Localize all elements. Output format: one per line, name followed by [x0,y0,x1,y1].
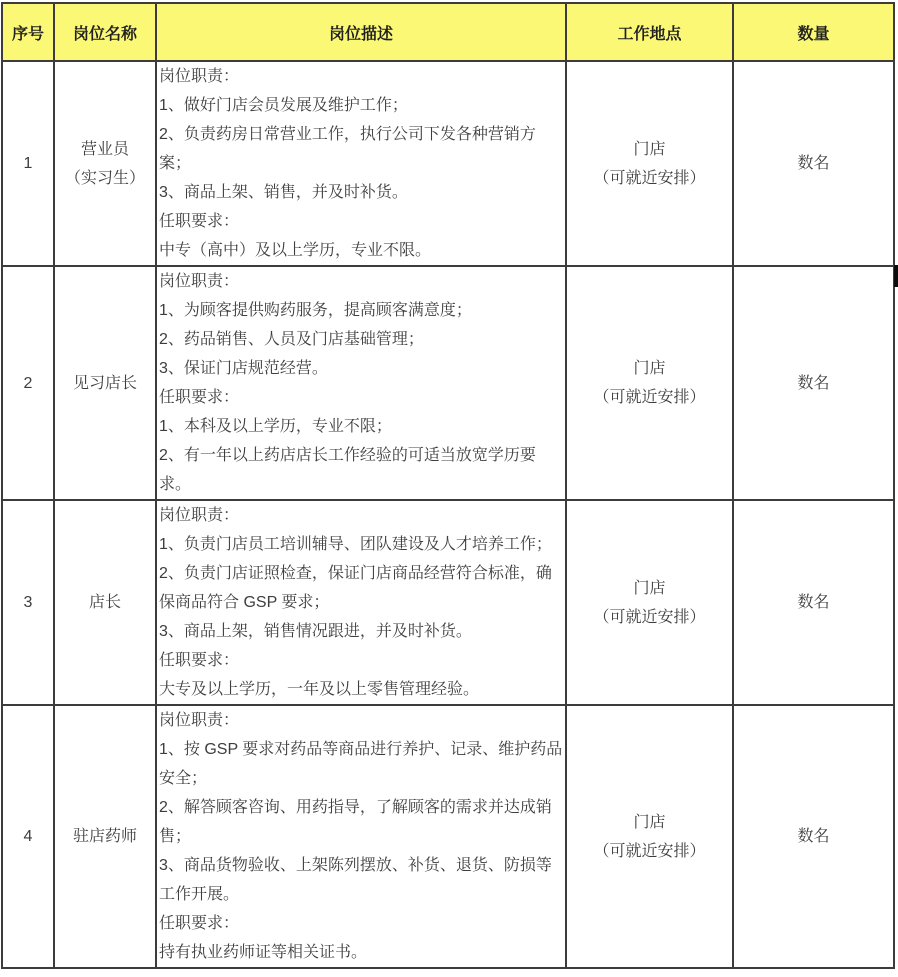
cell-location [566,266,733,500]
cell-position-name [54,500,156,705]
cell-index: 2 [2,266,54,500]
table-body [2,61,894,968]
table-row [2,61,894,266]
right-edge-scrollbar-artifact [894,265,898,287]
text-line: 3、商品上架，销售情况跟进，并及时补货。 [159,623,472,640]
text-line: 营业员 [80,140,129,158]
text-line: 岗位职责： [159,68,240,85]
text-line: 3、保证门店规范经营。 [159,360,328,377]
cell-description [156,500,566,705]
text-line: 门店 [633,360,666,377]
text-line: 岗位职责： [159,712,240,729]
text-line: 1、本科及以上学历，专业不限； [159,418,392,435]
text-line: （实习生） [64,169,145,187]
cell-location [566,61,733,266]
job-positions-table [1,2,895,969]
text-line: 持有执业药师证等相关证书。 [159,944,368,961]
cell-count: 数名 [733,705,894,968]
text-line: （可就近安排） [593,608,706,626]
text-line: 门店 [633,813,666,831]
cell-position-name [54,61,156,266]
text-line: 门店 [633,579,666,597]
text-line: 岗位职责： [159,273,240,290]
text-line: 1、为顾客提供购药服务，提高顾客满意度； [159,302,472,319]
text-line: 任职要求： [159,389,240,406]
header-cell-count: 数量 [733,3,894,61]
text-line: 中专（高中）及以上学历，专业不限。 [159,242,432,259]
table-row [2,500,894,705]
cell-position-name [54,705,156,968]
text-line: 2、负责药房日常营业工作，执行公司下发各种营销方案； [159,126,536,172]
header-row [2,3,894,61]
text-line: 1、做好门店会员发展及维护工作； [159,97,408,114]
text-line: 大专及以上学历，一年及以上零售管理经验。 [159,681,480,698]
text-line: （可就近安排） [593,842,706,860]
text-line: 2、有一年以上药店店长工作经验的可适当放宽学历要求。 [159,447,536,493]
header-cell-description: 岗位描述 [156,3,566,61]
cell-count: 数名 [733,266,894,500]
cell-location [566,705,733,968]
text-line: 任职要求： [159,915,240,932]
cell-description [156,705,566,968]
text-line: 店长 [88,594,121,611]
cell-location [566,500,733,705]
text-line: （可就近安排） [593,389,706,406]
cell-count: 数名 [733,500,894,705]
cell-position-name [54,266,156,500]
text-line: 2、药品销售、人员及门店基础管理； [159,331,424,348]
text-line: 1、按 GSP 要求对药品等商品进行养护、记录、维护药品安全； [159,741,563,787]
text-line: （可就近安排） [593,169,706,187]
cell-description [156,61,566,266]
cell-index: 1 [2,61,54,266]
cell-index: 3 [2,500,54,705]
text-line: 见习店长 [72,374,137,392]
text-line: 任职要求： [159,652,240,669]
table-row [2,705,894,968]
text-line: 门店 [633,140,666,158]
header-cell-location: 工作地点 [566,3,733,61]
text-line: 3、商品货物验收、上架陈列摆放、补货、退货、防损等工作开展。 [159,857,552,903]
cell-index: 4 [2,705,54,968]
text-line: 任职要求： [159,213,240,230]
text-line: 1、负责门店员工培训辅导、团队建设及人才培养工作； [159,536,552,553]
cell-description [156,266,566,500]
text-line: 驻店药师 [72,828,137,845]
text-line: 2、解答顾客咨询、用药指导，了解顾客的需求并达成销售； [159,799,552,845]
header-cell-index: 序号 [2,3,54,61]
header-cell-position-name: 岗位名称 [54,3,156,61]
cell-count: 数名 [733,61,894,266]
text-line: 2、负责门店证照检查，保证门店商品经营符合标准，确保商品符合 GSP 要求； [159,565,552,611]
text-line: 3、商品上架、销售，并及时补货。 [159,184,408,201]
table-row [2,266,894,500]
text-line: 岗位职责： [159,507,240,524]
table-header [2,3,894,61]
